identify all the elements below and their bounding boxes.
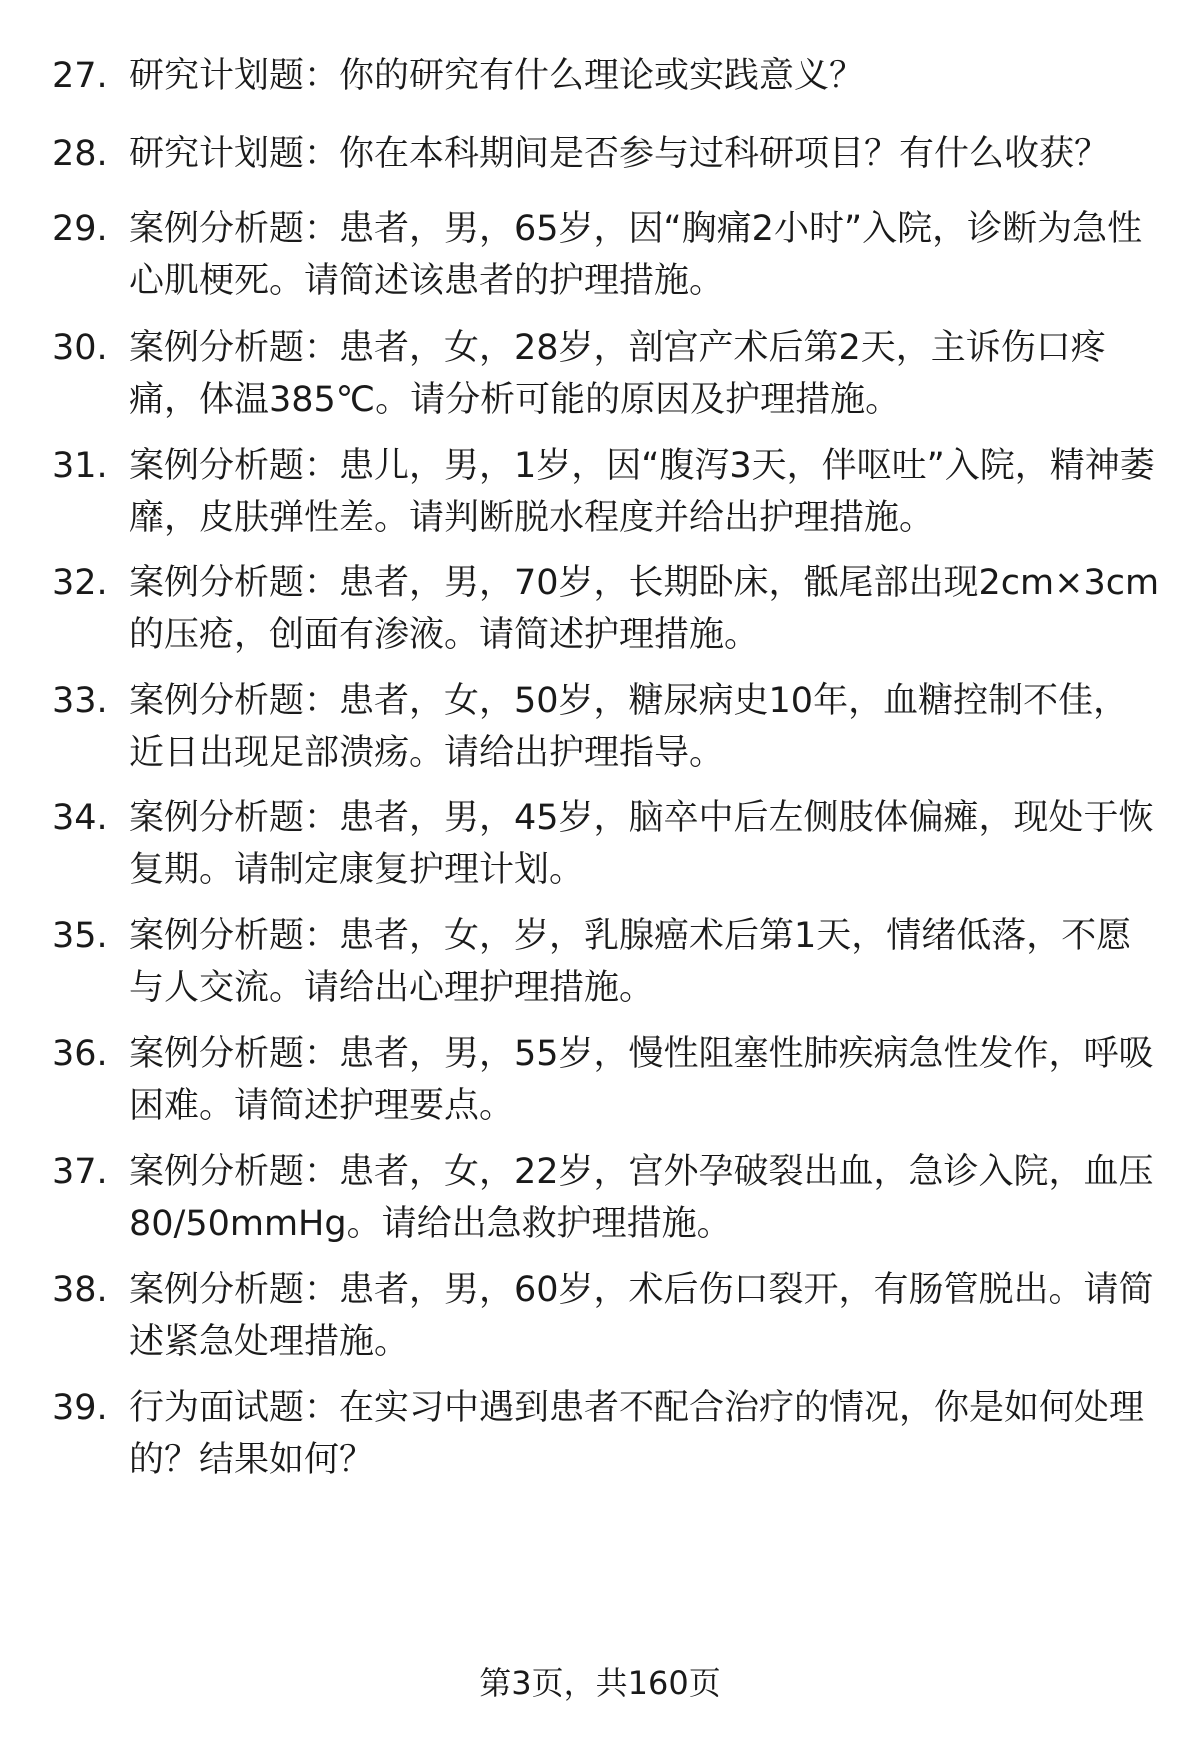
question-item (52, 440, 1162, 544)
question-number: 29. (52, 209, 108, 249)
question-item (52, 1146, 1162, 1250)
question-number: 39. (52, 1388, 108, 1428)
question-text: 案例分析题：患者，男，65岁，因“胸痛2小时”入院，诊断为急性心肌梗死。请简述该患者的护理措施。 (129, 209, 1143, 301)
question-item (52, 1028, 1162, 1132)
question-text: 案例分析题：患儿，男，1岁，因“腹泻3天，伴呕吐”入院，精神萎靡，皮肤弹性差。请判断脱水程度并给出护理措施。 (129, 446, 1155, 538)
question-number: 33. (52, 681, 108, 721)
question-item (52, 675, 1162, 779)
question-number: 37. (52, 1152, 108, 1192)
question-text: 研究计划题：你在本科期间是否参与过科研项目？有什么收获？ (129, 134, 1110, 174)
question-number: 35. (52, 916, 108, 956)
question-number: 38. (52, 1270, 108, 1310)
question-item (52, 203, 1162, 307)
question-text: 案例分析题：患者，女，22岁，宫外孕破裂出血，急诊入院，血压80/50mmHg。请给出急救护理措施。 (129, 1152, 1154, 1244)
question-number: 31. (52, 446, 108, 486)
question-item (52, 322, 1162, 426)
question-item (52, 50, 1162, 102)
question-text: 案例分析题：患者，男，55岁，慢性阻塞性肺疾病急性发作，呼吸困难。请简述护理要点。 (129, 1034, 1154, 1126)
question-text: 案例分析题：患者，女，岁，乳腺癌术后第1天，情绪低落，不愿与人交流。请给出心理护理措施。 (129, 916, 1132, 1008)
question-text: 案例分析题：患者，女，28岁，剖宫产术后第2天，主诉伤口疼痛，体温385℃。请分析可能的原因及护理措施。 (129, 328, 1106, 420)
question-number: 27. (52, 56, 108, 96)
page-footer: 第3页，共160页 (479, 1664, 721, 1702)
question-text: 案例分析题：患者，男，60岁，术后伤口裂开，有肠管脱出。请简述紧急处理措施。 (129, 1270, 1154, 1362)
question-text: 案例分析题：患者，男，70岁，长期卧床，骶尾部出现2cm×3cm的压疮，创面有渗液。请简述护理措施。 (129, 563, 1160, 655)
question-number: 30. (52, 328, 108, 368)
question-item (52, 128, 1162, 180)
question-number: 36. (52, 1034, 108, 1074)
question-number: 28. (52, 134, 108, 174)
question-item (52, 792, 1162, 896)
question-text: 案例分析题：患者，男，45岁，脑卒中后左侧肢体偏瘫，现处于恢复期。请制定康复护理计划。 (129, 798, 1154, 890)
question-item (52, 557, 1162, 661)
question-item (52, 1264, 1162, 1368)
question-number: 32. (52, 563, 108, 603)
question-item (52, 910, 1162, 1014)
question-item (52, 1382, 1162, 1486)
question-number: 34. (52, 798, 108, 838)
question-text: 行为面试题：在实习中遇到患者不配合治疗的情况，你是如何处理的？结果如何？ (129, 1388, 1145, 1480)
question-text: 研究计划题：你的研究有什么理论或实践意义？ (129, 56, 865, 96)
question-text: 案例分析题：患者，女，50岁，糖尿病史10年，血糖控制不佳，近日出现足部溃疡。请给出护理指导。 (129, 681, 1129, 773)
